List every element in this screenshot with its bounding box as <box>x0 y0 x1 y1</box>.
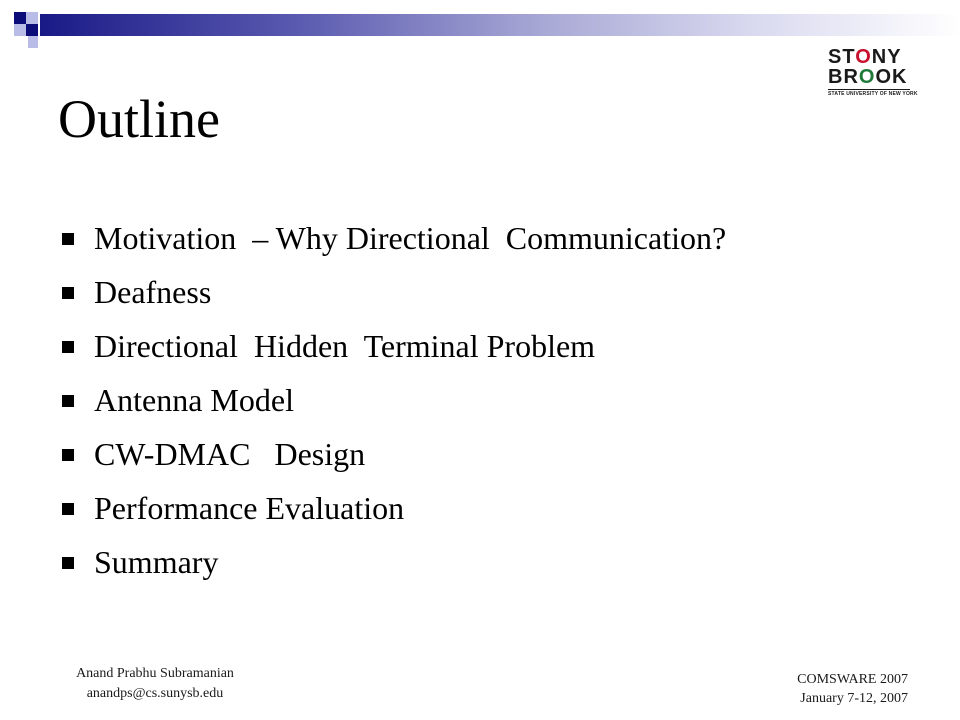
bullet-text: Summary <box>94 544 219 580</box>
logo-subtitle: STATE UNIVERSITY OF NEW YORK <box>828 91 918 97</box>
bullet-text: Performance Evaluation <box>94 490 405 526</box>
deco-square <box>28 36 38 48</box>
square-bullet-icon <box>62 395 74 407</box>
header-gradient-bar <box>40 14 960 36</box>
logo-line-2: BROOK <box>828 66 908 88</box>
footer-conference: COMSWARE 2007 <box>797 672 908 687</box>
square-bullet-icon <box>62 287 74 299</box>
slide-title: Outline <box>58 89 220 149</box>
footer-conference-block <box>760 670 908 708</box>
bullet-text: Motivation – Why Directional Communication? <box>94 220 727 256</box>
footer-author-block <box>60 664 250 704</box>
bullet-list <box>62 218 726 596</box>
deco-square <box>14 24 26 36</box>
bullet-text: Antenna Model <box>94 382 294 418</box>
square-bullet-icon <box>62 449 74 461</box>
bullet-text: CW-DMAC Design <box>94 436 366 472</box>
square-bullet-icon <box>62 341 74 353</box>
list-item <box>62 542 726 596</box>
university-logo <box>828 44 918 100</box>
footer-author: Anand Prabhu Subramanian <box>76 666 234 681</box>
deco-square <box>26 24 38 36</box>
list-item <box>62 272 726 326</box>
footer-dates: January 7-12, 2007 <box>800 691 908 706</box>
list-item <box>62 488 726 542</box>
square-bullet-icon <box>62 233 74 245</box>
bullet-text: Deafness <box>94 274 212 310</box>
deco-square <box>14 12 26 24</box>
list-item <box>62 218 726 272</box>
list-item <box>62 434 726 488</box>
logo-line-1: STONY <box>828 46 902 68</box>
bullet-text: Directional Hidden Terminal Problem <box>94 328 596 364</box>
logo-divider <box>828 89 910 90</box>
square-bullet-icon <box>62 503 74 515</box>
list-item <box>62 326 726 380</box>
square-bullet-icon <box>62 557 74 569</box>
footer-email: anandps@cs.sunysb.edu <box>86 686 224 701</box>
deco-square <box>26 12 38 24</box>
list-item <box>62 380 726 434</box>
